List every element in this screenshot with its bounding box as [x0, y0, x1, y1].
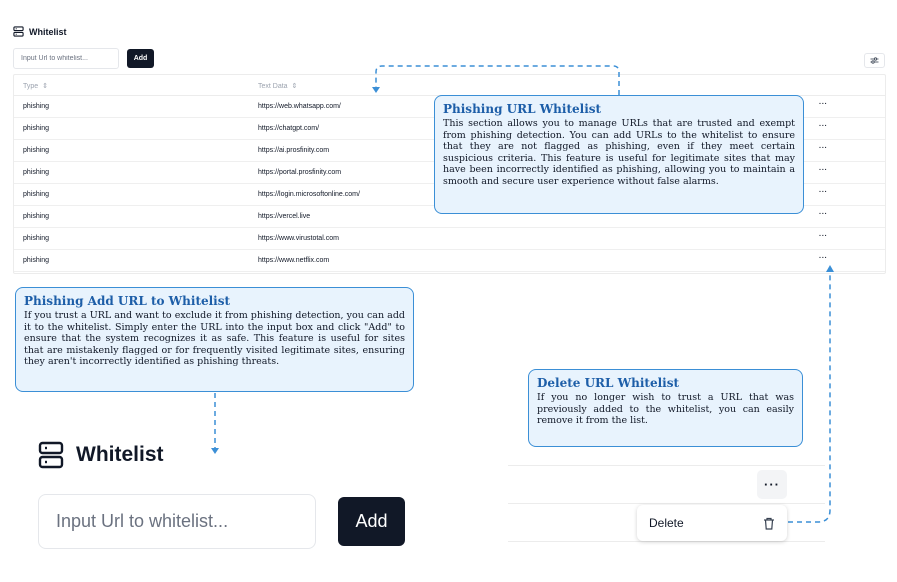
callout-body: If you trust a URL and want to exclude it from phishing detection, you can add it to the whitelist. Simply enter the URL into the input box and click "Add" to ensure that the system recognizes it as safe. This feature is useful for sites that are mistakenly flagged or for frequently visited legitimate sites, ensuring they aren't incorrectly identified as phishing threats.: [24, 310, 405, 367]
column-type[interactable]: Type ⇕: [23, 83, 48, 90]
cell-url: https://vercel.live: [258, 213, 311, 220]
divider: [508, 465, 825, 466]
row-actions-button[interactable]: ···: [819, 189, 828, 196]
row-actions-button[interactable]: ···: [819, 211, 828, 218]
row-actions-button[interactable]: ···: [819, 123, 828, 130]
cell-type: phishing: [23, 125, 50, 132]
row-actions-button[interactable]: ···: [819, 167, 828, 174]
add-button[interactable]: Add: [127, 49, 154, 68]
page-title: Whitelist: [29, 26, 67, 37]
callout-body: If you no longer wish to trust a URL that was previously added to the whitelist, you can easily remove it from the list.: [537, 392, 794, 426]
cell-url: https://www.virustotal.com: [258, 235, 339, 242]
row-actions-button[interactable]: ···: [819, 101, 828, 108]
delete-menu-item[interactable]: Delete: [649, 516, 684, 530]
row-actions-menu: [637, 505, 787, 541]
cell-type: phishing: [23, 213, 50, 220]
cell-type: phishing: [23, 169, 50, 176]
callout-title: Phishing Add URL to Whitelist: [24, 294, 231, 308]
cell-url: https://chatgpt.com/: [258, 125, 320, 132]
callout-url-whitelist: [434, 95, 804, 214]
trash-icon[interactable]: [763, 517, 775, 530]
cell-type: phishing: [23, 103, 50, 110]
divider: [508, 541, 825, 542]
callout-add-url: [15, 287, 414, 392]
callout-title: Phishing URL Whitelist: [443, 102, 602, 116]
callout-delete-url: [528, 369, 803, 447]
cell-url: https://ai.prosfinity.com: [258, 147, 330, 154]
row-actions-button[interactable]: ···: [819, 233, 828, 240]
cell-url: https://portal.prosfinity.com: [258, 169, 342, 176]
cell-type: phishing: [23, 147, 50, 154]
cell-type: phishing: [23, 257, 50, 264]
zoom-url-input[interactable]: [38, 494, 316, 549]
zoom-page-title: Whitelist: [76, 443, 164, 466]
cell-url: https://www.netflix.com: [258, 257, 330, 264]
divider: [508, 503, 825, 504]
server-icon: [38, 441, 64, 469]
row-actions-button[interactable]: ···: [819, 145, 828, 152]
callout-body: This section allows you to manage URLs that are trusted and exempt from phishing detection. You can add URLs to the whitelist to ensure that they are not flagged as phishing, even if they meet certain suspicious criteria. This feature is useful for legitimate sites that may have been incorrectly identified as phishing, allowing you to maintain a smooth and secure user experience without false alarms.: [443, 118, 795, 187]
column-text-data[interactable]: Text Data ⇕: [258, 83, 298, 90]
row-actions-button[interactable]: ···: [757, 470, 787, 499]
zoom-header: [38, 441, 164, 469]
zoom-add-button[interactable]: Add: [338, 497, 405, 546]
cell-url: https://login.microsoftonline.com/: [258, 191, 360, 198]
row-actions-button[interactable]: ···: [819, 255, 828, 262]
cell-url: https://web.whatsapp.com/: [258, 103, 341, 110]
cell-type: phishing: [23, 235, 50, 242]
callout-title: Delete URL Whitelist: [537, 376, 679, 390]
cell-type: phishing: [23, 191, 50, 198]
